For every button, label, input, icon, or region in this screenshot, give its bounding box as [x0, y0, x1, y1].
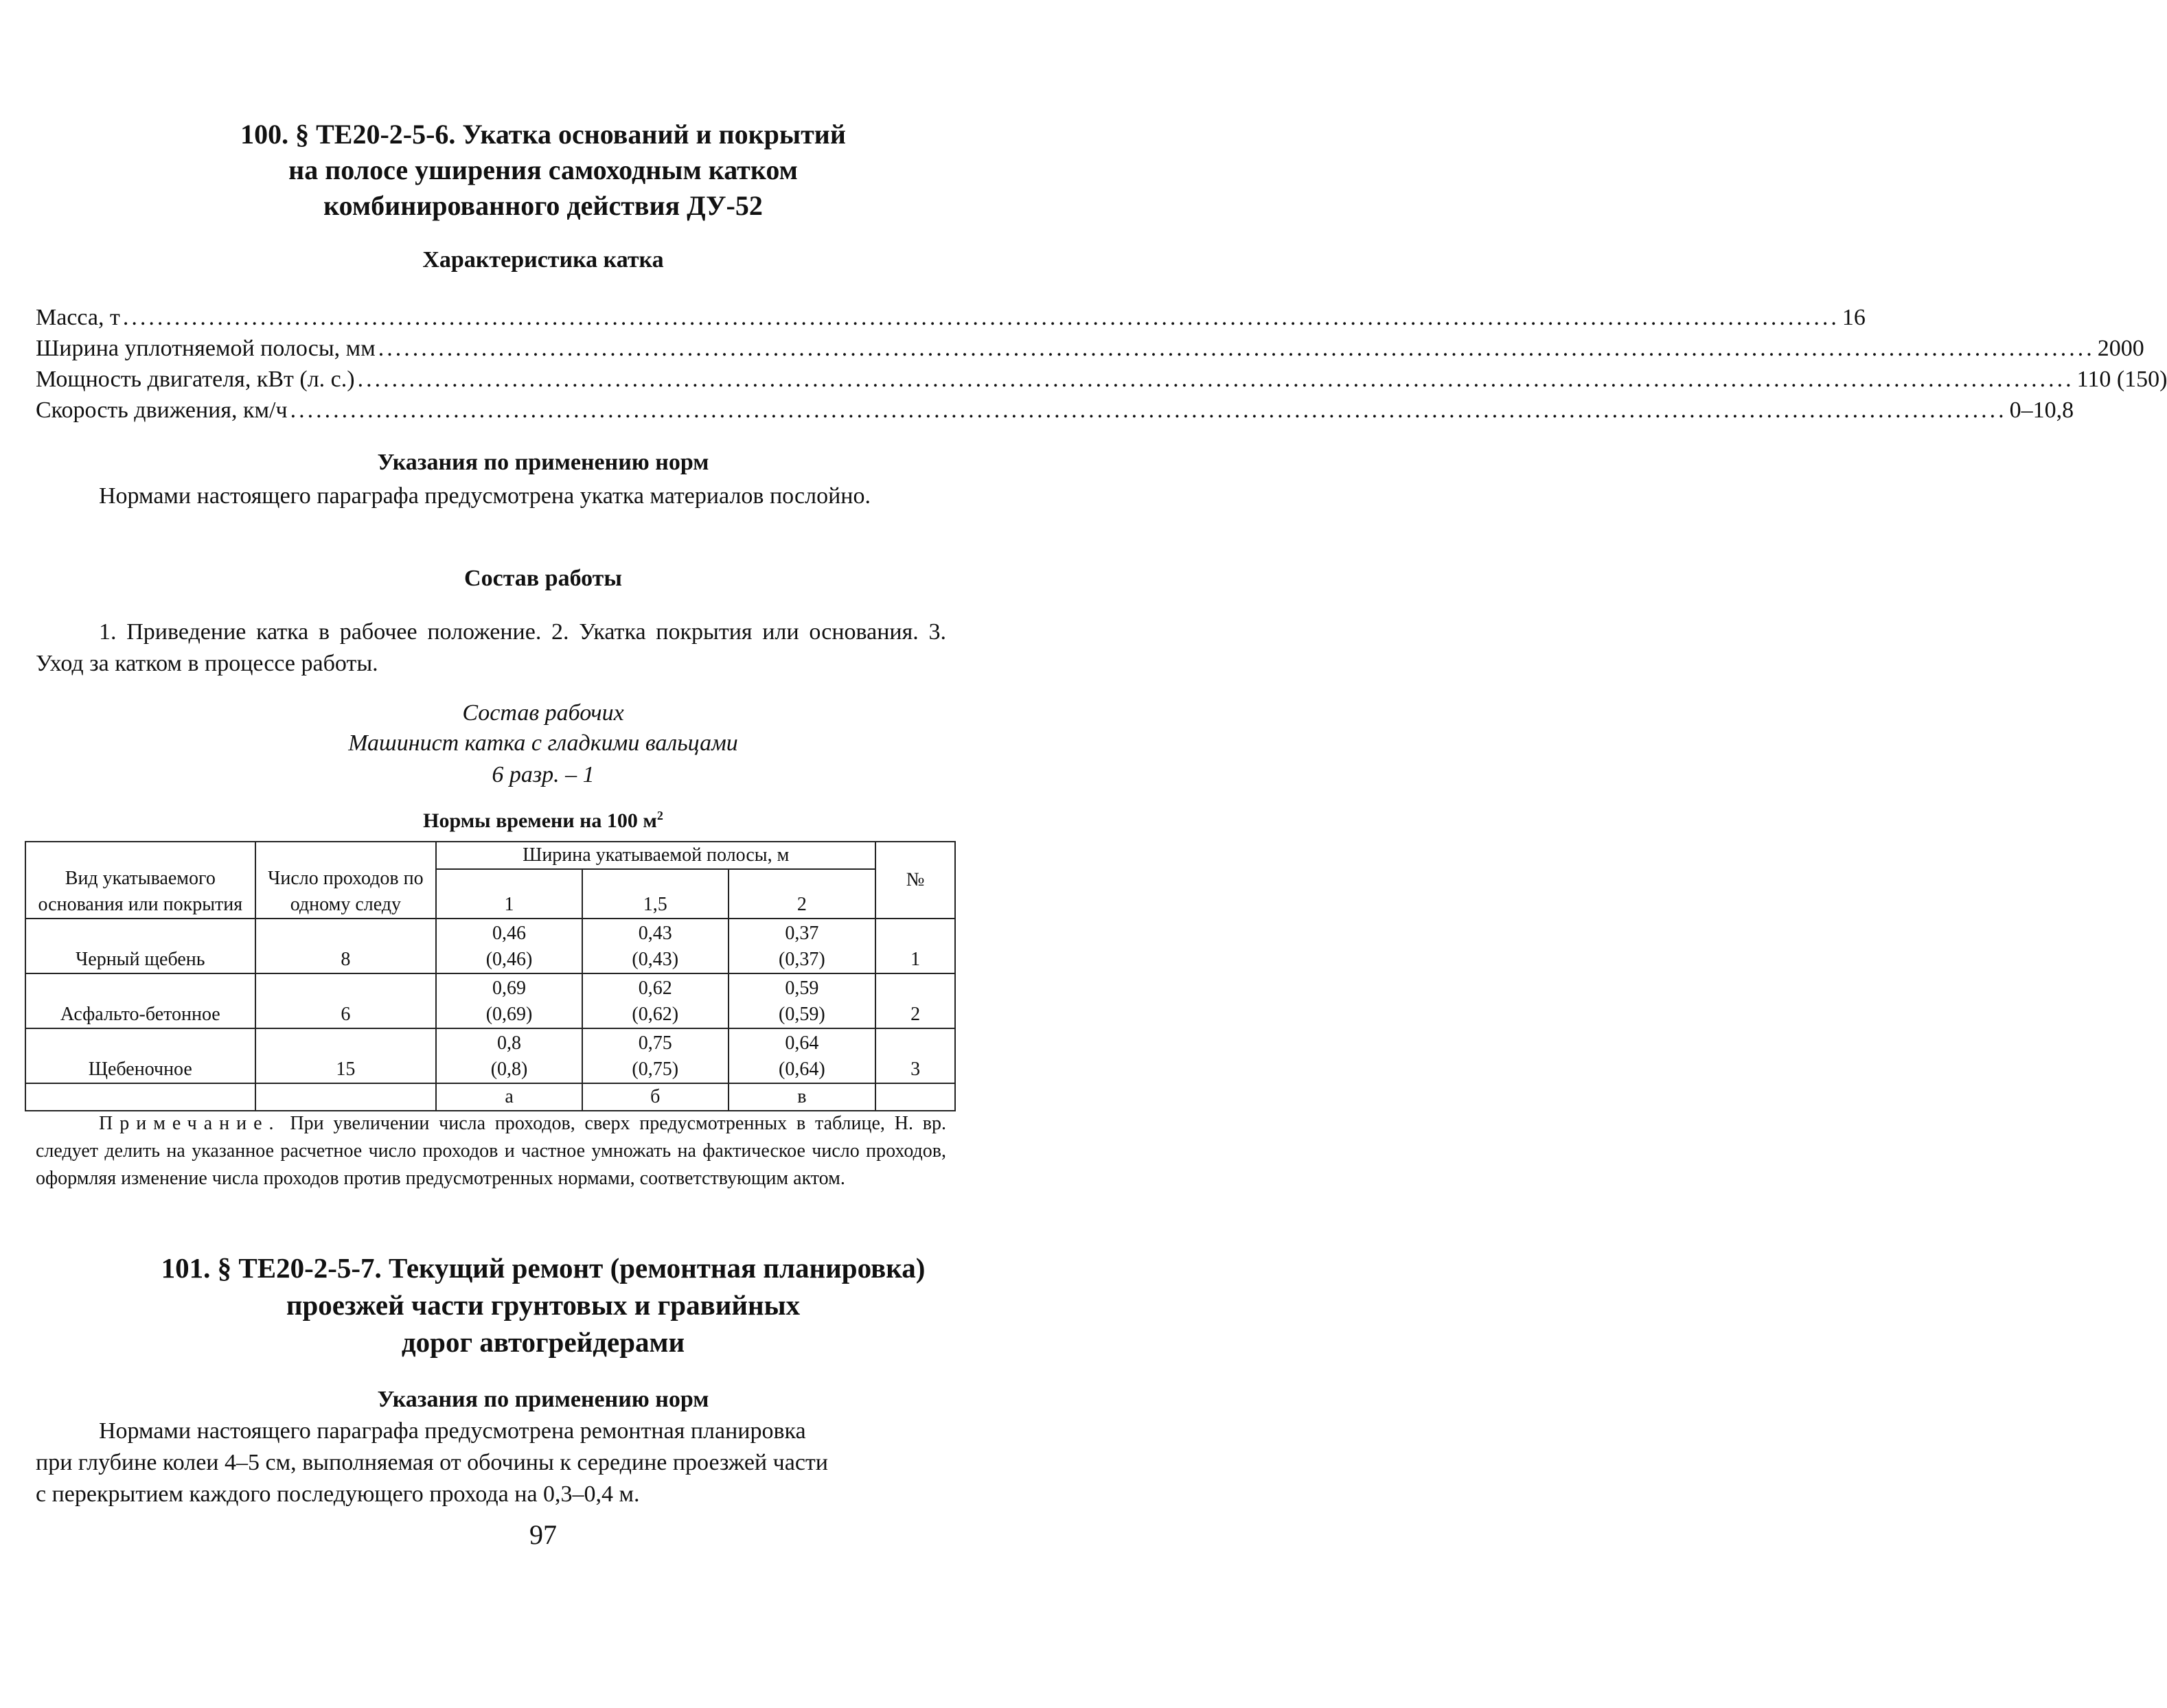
cell-value-main: 0,46: [492, 923, 527, 944]
cell-base-type: Черный щебень: [25, 919, 255, 973]
section-100-title-line-1: 100. § ТЕ20-2-5-6. Укатка оснований и покрытий: [240, 119, 846, 150]
cell-passes: 15: [255, 1028, 437, 1083]
cell-value: [436, 973, 582, 1028]
cell-value-paren: (0,43): [632, 949, 679, 970]
column-letter: в: [729, 1083, 876, 1111]
cell-value-paren: (0,75): [632, 1059, 679, 1080]
usage-line-1: Нормами настоящего параграфа предусмотрена ремонтная планировка: [99, 1418, 806, 1444]
spec-label: Ширина уплотняемой полосы, мм: [36, 336, 376, 361]
section-101-title: [0, 1249, 1086, 1361]
cell-value: [729, 1028, 876, 1083]
cell-value-paren: (0,46): [485, 949, 533, 970]
cell-value: [582, 1028, 729, 1083]
section-100-title-line-3: комбинированного действия ДУ-52: [323, 190, 763, 221]
cell-base-type: Щебеночное: [25, 1028, 255, 1083]
workers-heading: Состав рабочих: [462, 700, 624, 726]
table-note: [36, 1110, 946, 1192]
spec-value: 16: [1842, 305, 1866, 330]
cell-value-paren: (0,8): [490, 1059, 528, 1080]
header-number: №: [875, 842, 955, 919]
table-row: [25, 1028, 955, 1083]
section-101-usage-heading: Указания по применению норм: [377, 1387, 709, 1412]
cell-base-type: Асфальто-бетонное: [25, 973, 255, 1028]
cell-value-main: 0,43: [638, 923, 672, 944]
cell-value-main: 0,62: [638, 978, 672, 999]
header-base-type: Вид укатываемого основания или покрытия: [25, 842, 255, 919]
cell-value-paren: (0,37): [779, 949, 825, 970]
leader-dots: ........................................................................................................................................................................................................: [122, 305, 1839, 330]
spec-row-speed: [36, 397, 2074, 428]
header-width-2: 2: [729, 869, 876, 919]
usage-line-2: при глубине колеи 4–5 см, выполняемая от обочины к середине проезжей части: [36, 1450, 828, 1475]
cell-value-main: 0,8: [497, 1032, 522, 1054]
table-caption-superscript: 2: [656, 809, 663, 822]
spec-row-width: [36, 336, 2144, 366]
table-caption-text: Нормы времени на 100 м: [423, 809, 657, 832]
leader-dots: ........................................................................................................................................................................................................: [378, 336, 2095, 361]
leader-dots: ........................................................................................................................................................................................................: [357, 367, 2074, 392]
cell-number: 1: [875, 919, 955, 973]
spec-value: 110 (150): [2076, 367, 2167, 392]
cell-value: [436, 1028, 582, 1083]
cell-value-main: 0,37: [785, 923, 819, 944]
norms-usage-text: Нормами настоящего параграфа предусмотрена укатка материалов послойно.: [99, 483, 871, 509]
workers-grade: 6 разр. – 1: [492, 762, 595, 787]
page-number: 97: [529, 1519, 557, 1550]
spec-row-mass: [36, 305, 1866, 335]
column-letter: а: [436, 1083, 582, 1111]
section-101-title-line-3: дорог автогрейдерами: [401, 1326, 685, 1358]
header-width-1-5: 1,5: [582, 869, 729, 919]
cell-value: [729, 973, 876, 1028]
header-passes: Число проходов по одному следу: [255, 842, 437, 919]
norms-usage-heading: Указания по применению норм: [377, 450, 709, 475]
table-row: [25, 973, 955, 1028]
note-text: При увеличении числа проходов, сверх предусмотренных в таблице, Н. вр. следует делить на указанное расчетное число проходов и частное умножать на фактическое число проходов, оформляя изменение числа проходов против предусмотренных нормами, соответствующим актом.: [36, 1113, 946, 1189]
cell-value-main: 0,59: [785, 978, 819, 999]
cell-value: [729, 919, 876, 973]
spec-row-power: [36, 367, 2167, 397]
cell-passes: 8: [255, 919, 437, 973]
header-width: Ширина укатываемой полосы, м: [436, 842, 875, 869]
column-letter: б: [582, 1083, 729, 1111]
spec-value: 2000: [2097, 336, 2144, 361]
time-norms-table: [25, 841, 956, 1111]
leader-dots: ........................................................................................................................................................................................................: [290, 397, 2007, 423]
cell-passes: 6: [255, 973, 437, 1028]
work-composition-heading: Состав работы: [464, 566, 622, 591]
section-100-title-line-2: на полосе уширения самоходным катком: [288, 154, 798, 185]
spec-label: Масса, т: [36, 305, 120, 330]
header-width-1: 1: [436, 869, 582, 919]
workers-role: Машинист катка с гладкими вальцами: [348, 730, 738, 756]
usage-line-3: с перекрытием каждого последующего прохода на 0,3–0,4 м.: [36, 1481, 640, 1507]
cell-number: 2: [875, 973, 955, 1028]
cell-value-paren: (0,62): [632, 1004, 679, 1025]
cell-value: [436, 919, 582, 973]
section-101-title-line-1: 101. § ТЕ20-2-5-7. Текущий ремонт (ремонтная планировка): [161, 1252, 926, 1284]
table-column-letter-row: [25, 1083, 955, 1111]
spec-value: 0–10,8: [2009, 397, 2074, 423]
section-100-title: [0, 117, 1086, 224]
cell-value-paren: (0,64): [779, 1059, 825, 1080]
cell-value-main: 0,64: [785, 1032, 819, 1054]
table-row: [25, 919, 955, 973]
cell-value: [582, 973, 729, 1028]
table-caption: [0, 809, 1086, 833]
cell-value-paren: (0,59): [779, 1004, 825, 1025]
cell-value-paren: (0,69): [485, 1004, 533, 1025]
spec-label: Скорость движения, км/ч: [36, 397, 288, 423]
work-composition-text: 1. Приведение катка в рабочее положение. 2. Укатка покрытия или основания. 3. Уход за катком в процессе работы.: [36, 619, 946, 676]
cell-number: 3: [875, 1028, 955, 1083]
section-101-usage-text: [36, 1416, 946, 1510]
note-label: Примечание.: [99, 1113, 281, 1134]
section-101-title-line-2: проезжей части грунтовых и гравийных: [286, 1289, 801, 1321]
cell-value: [582, 919, 729, 973]
characteristics-heading: Характеристика катка: [422, 247, 664, 273]
cell-value-main: 0,69: [492, 978, 527, 999]
spec-label: Мощность двигателя, кВт (л. с.): [36, 367, 355, 392]
cell-value-main: 0,75: [638, 1032, 672, 1054]
